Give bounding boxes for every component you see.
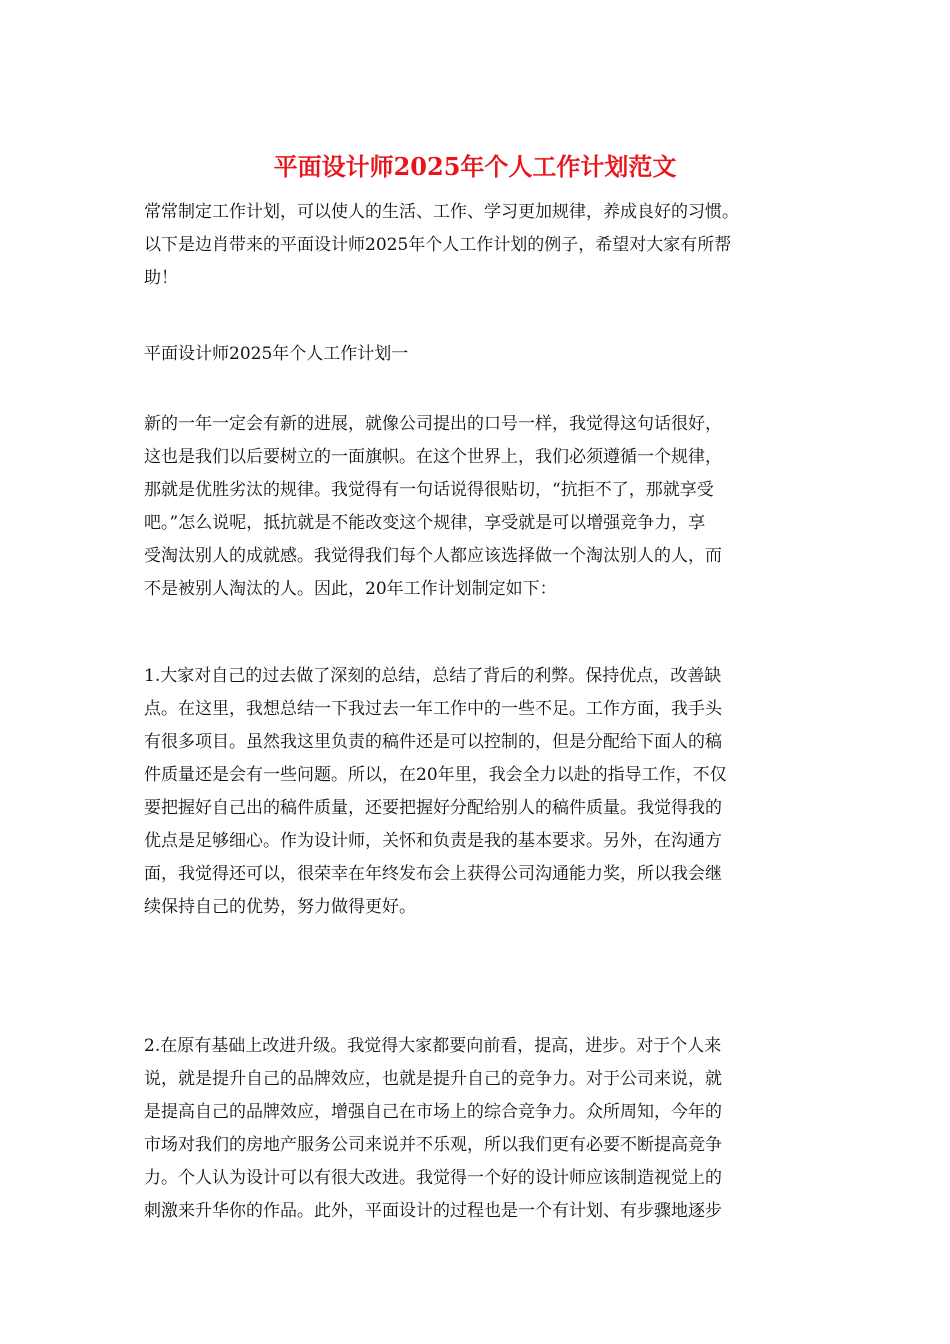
text-line: 不是被别人淘汰的人。因此，20年工作计划制定如下： [144,579,557,599]
text-line: 面，我觉得还可以，很荣幸在年终发布会上获得公司沟通能力奖，所以我会继 [144,864,722,884]
section-heading-text: 平面设计师2025年个人工作计划一 [144,344,409,364]
intro-paragraph [144,196,812,295]
text-line: 2.在原有基础上改进升级。我觉得大家都要向前看，提高，进步。对于个人来 [144,1036,722,1056]
text-line: 有很多项目。虽然我这里负责的稿件还是可以控制的，但是分配给下面人的稿 [144,732,722,752]
text-line: 点。在这里，我想总结一下我过去一年工作中的一些不足。工作方面，我手头 [144,699,722,719]
text-line: 这也是我们以后要树立的一面旗帜。在这个世界上，我们必须遵循一个规律， [144,447,722,467]
text-line: 力。个人认为设计可以有很大改进。我觉得一个好的设计师应该制造视觉上的 [144,1168,722,1188]
paragraph-3 [144,1030,812,1228]
document-title: 平面设计师2025年个人工作计划范文 [273,152,677,181]
text-line: 是提高自己的品牌效应，增强自己在市场上的综合竞争力。众所周知，今年的 [144,1102,722,1122]
text-line: 助！ [144,268,178,288]
text-line: 市场对我们的房地产服务公司来说并不乐观，所以我们更有必要不断提高竞争 [144,1135,722,1155]
text-line: 1.大家对自己的过去做了深刻的总结，总结了背后的利弊。保持优点，改善缺 [144,666,722,686]
text-line: 吧。”怎么说呢，抵抗就是不能改变这个规律，享受就是可以增强竞争力，享 [144,513,706,533]
text-line: 常常制定工作计划，可以使人的生活、工作、学习更加规律，养成良好的习惯。 [144,202,739,222]
section-heading [144,338,812,371]
paragraph-1 [144,408,812,606]
text-line: 要把握好自己出的稿件质量，还要把握好分配给别人的稿件质量。我觉得我的 [144,798,722,818]
paragraph-2 [144,660,812,924]
text-line: 说，就是提升自己的品牌效应，也就是提升自己的竞争力。对于公司来说，就 [144,1069,722,1089]
text-line: 优点是足够细心。作为设计师，关怀和负责是我的基本要求。另外，在沟通方 [144,831,722,851]
text-line: 那就是优胜劣汰的规律。我觉得有一句话说得很贴切，“抗拒不了，那就享受 [144,480,714,500]
text-line: 以下是边肖带来的平面设计师2025年个人工作计划的例子，希望对大家有所帮 [144,235,732,255]
text-line: 续保持自己的优势，努力做得更好。 [144,897,416,917]
text-line: 新的一年一定会有新的进展，就像公司提出的口号一样，我觉得这句话很好， [144,414,722,434]
text-line: 刺激来升华你的作品。此外，平面设计的过程也是一个有计划、有步骤地逐步 [144,1201,722,1221]
text-line: 件质量还是会有一些问题。所以，在20年里，我会全力以赴的指导工作，不仅 [144,765,727,785]
text-line: 受淘汰别人的成就感。我觉得我们每个人都应该选择做一个淘汰别人的人，而 [144,546,722,566]
